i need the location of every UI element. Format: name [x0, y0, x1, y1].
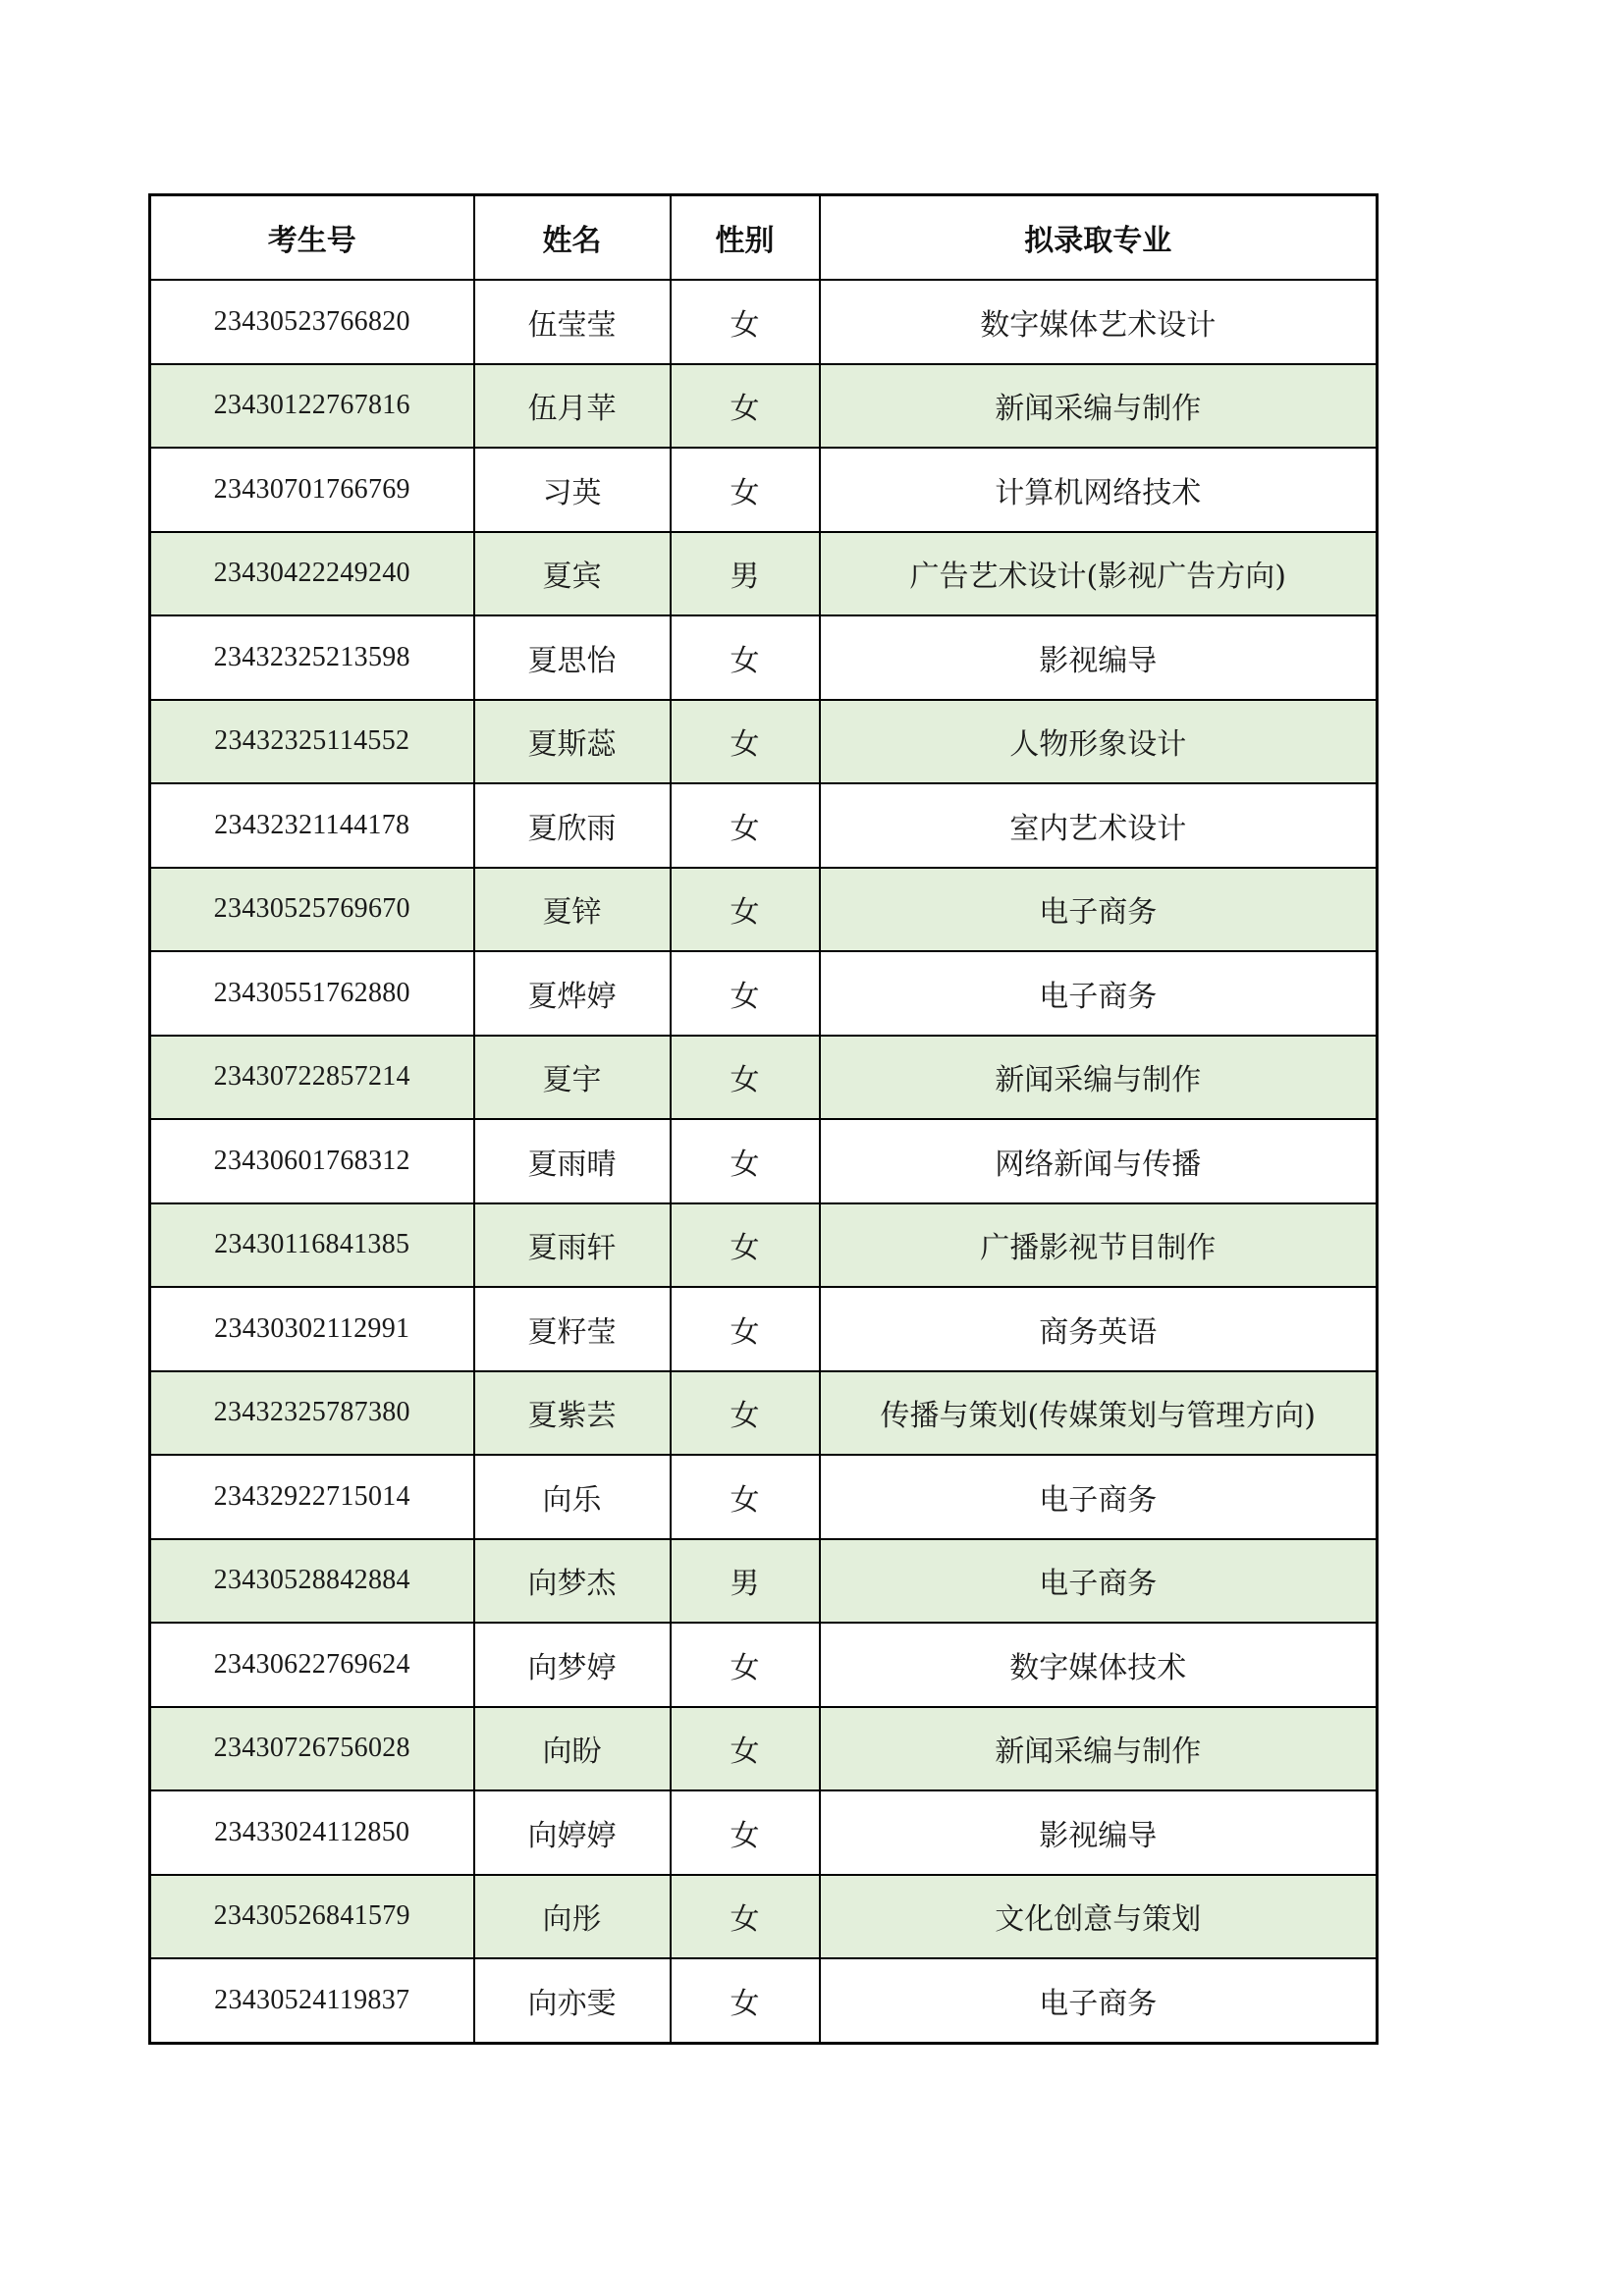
cell-gender: 女 [671, 448, 820, 532]
cell-gender: 女 [671, 1875, 820, 1959]
cell-exam-number: 23430722857214 [150, 1036, 474, 1120]
table-row [150, 1371, 1378, 1456]
table-row [150, 1455, 1378, 1539]
table-row [150, 1036, 1378, 1120]
cell-gender: 女 [671, 1790, 820, 1875]
cell-exam-number: 23430701766769 [150, 448, 474, 532]
cell-major: 商务英语 [820, 1287, 1378, 1371]
cell-name: 夏烨婷 [474, 951, 671, 1036]
table-row [150, 1875, 1378, 1959]
cell-major: 电子商务 [820, 1958, 1378, 2043]
cell-name: 夏籽莹 [474, 1287, 671, 1371]
cell-gender: 女 [671, 1287, 820, 1371]
cell-name: 向梦婷 [474, 1623, 671, 1707]
cell-exam-number: 23430302112991 [150, 1287, 474, 1371]
cell-exam-number: 23430523766820 [150, 280, 474, 364]
cell-name: 夏宾 [474, 532, 671, 616]
cell-exam-number: 23433024112850 [150, 1790, 474, 1875]
cell-name: 夏紫芸 [474, 1371, 671, 1456]
cell-major: 新闻采编与制作 [820, 1707, 1378, 1791]
cell-gender: 男 [671, 1539, 820, 1624]
cell-major: 人物形象设计 [820, 700, 1378, 784]
cell-major: 室内艺术设计 [820, 783, 1378, 868]
cell-major: 文化创意与策划 [820, 1875, 1378, 1959]
cell-exam-number: 23432325213598 [150, 615, 474, 700]
cell-major: 新闻采编与制作 [820, 364, 1378, 449]
cell-exam-number: 23430528842884 [150, 1539, 474, 1624]
cell-name: 夏宇 [474, 1036, 671, 1120]
table-row [150, 1119, 1378, 1203]
table-row [150, 280, 1378, 364]
cell-name: 夏锌 [474, 868, 671, 952]
cell-name: 向乐 [474, 1455, 671, 1539]
cell-name: 夏雨轩 [474, 1203, 671, 1288]
cell-exam-number: 23430116841385 [150, 1203, 474, 1288]
cell-exam-number: 23430526841579 [150, 1875, 474, 1959]
table-row [150, 1539, 1378, 1624]
header-major: 拟录取专业 [820, 195, 1378, 281]
cell-name: 向婷婷 [474, 1790, 671, 1875]
table-row [150, 364, 1378, 449]
cell-gender: 女 [671, 951, 820, 1036]
table-row [150, 1790, 1378, 1875]
header-name: 姓名 [474, 195, 671, 281]
table-row [150, 1958, 1378, 2043]
cell-exam-number: 23432321144178 [150, 783, 474, 868]
cell-exam-number: 23430524119837 [150, 1958, 474, 2043]
cell-exam-number: 23430622769624 [150, 1623, 474, 1707]
cell-name: 夏雨晴 [474, 1119, 671, 1203]
table-row [150, 532, 1378, 616]
cell-major: 电子商务 [820, 951, 1378, 1036]
cell-name: 向彤 [474, 1875, 671, 1959]
cell-name: 向盼 [474, 1707, 671, 1791]
cell-exam-number: 23432922715014 [150, 1455, 474, 1539]
cell-exam-number: 23430726756028 [150, 1707, 474, 1791]
cell-gender: 女 [671, 1371, 820, 1456]
cell-major: 广播影视节目制作 [820, 1203, 1378, 1288]
cell-gender: 女 [671, 364, 820, 449]
cell-name: 伍莹莹 [474, 280, 671, 364]
cell-name: 向梦杰 [474, 1539, 671, 1624]
table-row [150, 1623, 1378, 1707]
cell-major: 网络新闻与传播 [820, 1119, 1378, 1203]
cell-major: 影视编导 [820, 1790, 1378, 1875]
cell-gender: 男 [671, 532, 820, 616]
cell-major: 计算机网络技术 [820, 448, 1378, 532]
header-exam-number: 考生号 [150, 195, 474, 281]
admission-table [148, 193, 1379, 2045]
cell-name: 习英 [474, 448, 671, 532]
cell-exam-number: 23430122767816 [150, 364, 474, 449]
cell-gender: 女 [671, 1036, 820, 1120]
table-row [150, 1707, 1378, 1791]
cell-exam-number: 23430601768312 [150, 1119, 474, 1203]
cell-major: 传播与策划(传媒策划与管理方向) [820, 1371, 1378, 1456]
cell-gender: 女 [671, 1707, 820, 1791]
cell-gender: 女 [671, 1455, 820, 1539]
cell-major: 电子商务 [820, 1455, 1378, 1539]
table-row [150, 783, 1378, 868]
table-row [150, 615, 1378, 700]
cell-gender: 女 [671, 868, 820, 952]
cell-exam-number: 23432325787380 [150, 1371, 474, 1456]
cell-exam-number: 23430525769670 [150, 868, 474, 952]
cell-major: 新闻采编与制作 [820, 1036, 1378, 1120]
table-row [150, 448, 1378, 532]
table-row [150, 1287, 1378, 1371]
cell-gender: 女 [671, 1203, 820, 1288]
cell-major: 数字媒体艺术设计 [820, 280, 1378, 364]
cell-gender: 女 [671, 280, 820, 364]
header-gender: 性别 [671, 195, 820, 281]
cell-major: 电子商务 [820, 1539, 1378, 1624]
cell-exam-number: 23430422249240 [150, 532, 474, 616]
cell-name: 伍月苹 [474, 364, 671, 449]
cell-exam-number: 23432325114552 [150, 700, 474, 784]
table-body [150, 280, 1378, 2043]
cell-exam-number: 23430551762880 [150, 951, 474, 1036]
cell-gender: 女 [671, 1623, 820, 1707]
table-row [150, 951, 1378, 1036]
cell-major: 广告艺术设计(影视广告方向) [820, 532, 1378, 616]
cell-major: 数字媒体技术 [820, 1623, 1378, 1707]
cell-major: 电子商务 [820, 868, 1378, 952]
table-row [150, 700, 1378, 784]
cell-name: 夏欣雨 [474, 783, 671, 868]
cell-gender: 女 [671, 1958, 820, 2043]
cell-name: 夏思怡 [474, 615, 671, 700]
table-header-row [150, 195, 1378, 281]
table-row [150, 868, 1378, 952]
cell-major: 影视编导 [820, 615, 1378, 700]
cell-gender: 女 [671, 700, 820, 784]
cell-gender: 女 [671, 1119, 820, 1203]
cell-gender: 女 [671, 615, 820, 700]
cell-name: 夏斯蕊 [474, 700, 671, 784]
cell-name: 向亦雯 [474, 1958, 671, 2043]
table-row [150, 1203, 1378, 1288]
cell-gender: 女 [671, 783, 820, 868]
